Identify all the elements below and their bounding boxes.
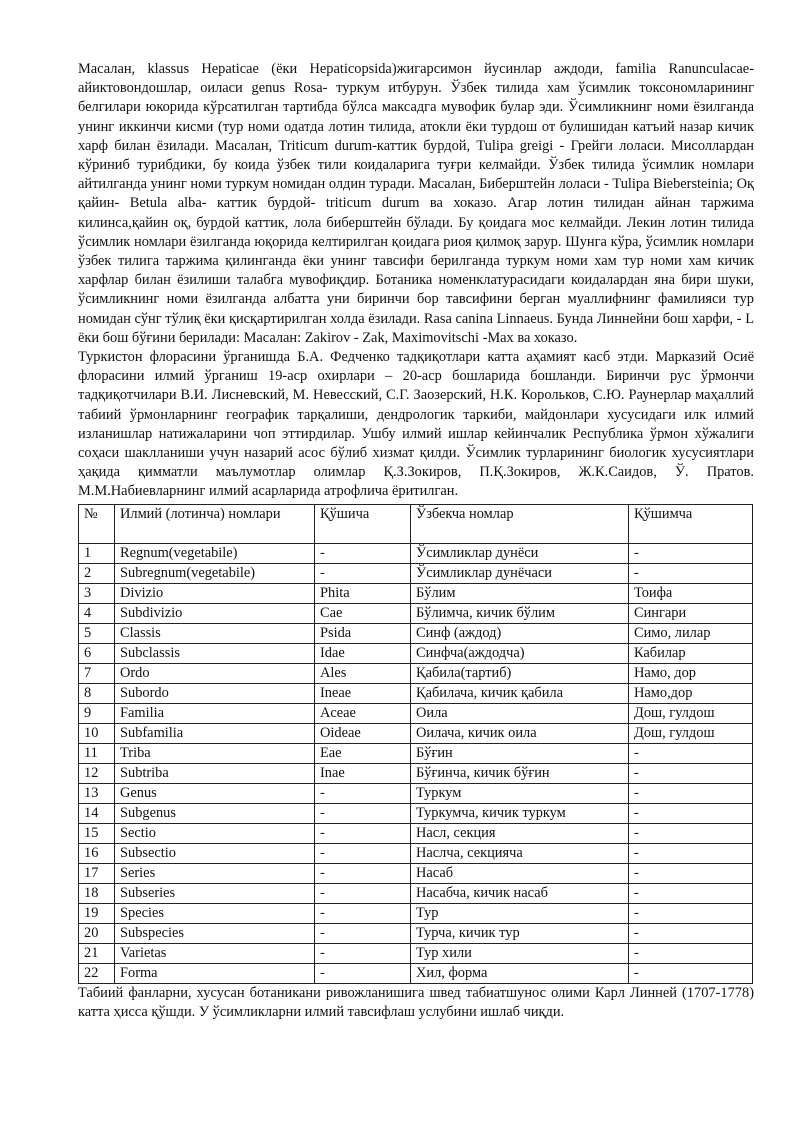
table-row: [79, 883, 753, 903]
cell-uzbek-name: Турча, кичик тур: [411, 923, 629, 943]
header-suffix: Қўшича: [315, 504, 411, 543]
table-row: [79, 943, 753, 963]
cell-addition: -: [629, 903, 753, 923]
cell-addition: -: [629, 543, 753, 563]
cell-addition: Симо, лилар: [629, 623, 753, 643]
cell-row-number: 11: [79, 743, 115, 763]
cell-suffix: Aceae: [315, 703, 411, 723]
cell-suffix: Cae: [315, 603, 411, 623]
cell-uzbek-name: Хил, форма: [411, 963, 629, 983]
cell-suffix: Ales: [315, 663, 411, 683]
cell-latin-name: Ordo: [115, 663, 315, 683]
cell-row-number: 2: [79, 563, 115, 583]
cell-addition: Тоифа: [629, 583, 753, 603]
cell-uzbek-name: Қабила(тартиб): [411, 663, 629, 683]
table-row: [79, 743, 753, 763]
cell-row-number: 9: [79, 703, 115, 723]
cell-uzbek-name: Ўсимликлар дунёси: [411, 543, 629, 563]
cell-uzbek-name: Насл, секция: [411, 823, 629, 843]
cell-uzbek-name: Синф (аждод): [411, 623, 629, 643]
cell-latin-name: Subdivizio: [115, 603, 315, 623]
cell-addition: Намо, дор: [629, 663, 753, 683]
cell-latin-name: Classis: [115, 623, 315, 643]
cell-suffix: -: [315, 803, 411, 823]
cell-row-number: 18: [79, 883, 115, 903]
cell-suffix: -: [315, 843, 411, 863]
cell-row-number: 6: [79, 643, 115, 663]
cell-row-number: 17: [79, 863, 115, 883]
cell-row-number: 7: [79, 663, 115, 683]
header-addition: Қўшимча: [629, 504, 753, 543]
cell-latin-name: Subsectio: [115, 843, 315, 863]
cell-row-number: 15: [79, 823, 115, 843]
cell-latin-name: Subtriba: [115, 763, 315, 783]
cell-addition: Дош, гулдош: [629, 723, 753, 743]
cell-addition: Намо,дор: [629, 683, 753, 703]
cell-uzbek-name: Бўлимча, кичик бўлим: [411, 603, 629, 623]
table-row: [79, 803, 753, 823]
cell-latin-name: Genus: [115, 783, 315, 803]
cell-latin-name: Familia: [115, 703, 315, 723]
cell-uzbek-name: Ўсимликлар дунёчаси: [411, 563, 629, 583]
cell-latin-name: Subfamilia: [115, 723, 315, 743]
cell-uzbek-name: Туркум: [411, 783, 629, 803]
header-number: №: [79, 504, 115, 543]
cell-row-number: 19: [79, 903, 115, 923]
cell-suffix: -: [315, 783, 411, 803]
table-row: [79, 863, 753, 883]
cell-addition: -: [629, 563, 753, 583]
cell-suffix: -: [315, 883, 411, 903]
cell-addition: Сингари: [629, 603, 753, 623]
cell-latin-name: Subgenus: [115, 803, 315, 823]
paragraph-turkestan-flora: Туркистон флорасини ўрганишда Б.А. Федченко тадқиқотлари катта аҳамият касб этди. Марказий Осиё флорасини илмий ўрганиш 19-аср охирлари – 20-аср бошларида бошланди. Биринчи рус ўрмончи тадқиқотчилари В.И. Лисневский, М. Невесский, С.Г. Заозерский, Н.К. Корольков, С.Ю. Раунерлар маҳаллий табиий ўрмонларнинг географик тарқалиши, дендрологик таркиби, майдонлари хусусидаги илк илмий изланишлар натижаларини чоп эттирдилар. Ушбу илмий ишлар кейинчалик Республика ўрмон хўжалиги соҳаси шаклланиши учун назарий асос бўлиб хизмат қилди. Ўсимлик турларининг биологик хусусиятлари ҳақида қимматли маълумотлар олимлар Қ.З.Зокиров, П.Қ.Зокиров, Ж.К.Саидов, Ў. Пратов. М.М.Набиевларнинг илмий асарларида атрофлича ёритилган.: [78, 349, 754, 500]
cell-suffix: Psida: [315, 623, 411, 643]
cell-addition: Кабилар: [629, 643, 753, 663]
cell-uzbek-name: Оилача, кичик оила: [411, 723, 629, 743]
cell-addition: -: [629, 963, 753, 983]
table-row: [79, 843, 753, 863]
cell-row-number: 4: [79, 603, 115, 623]
cell-uzbek-name: Тур хили: [411, 943, 629, 963]
cell-suffix: -: [315, 903, 411, 923]
cell-suffix: -: [315, 543, 411, 563]
table-row: [79, 663, 753, 683]
cell-latin-name: Species: [115, 903, 315, 923]
paragraph-linnaeus: Табиий фанларни, хусусан ботаникани ривожланишига швед табиатшунос олими Карл Линней (1707-1778) катта ҳисса қўшди. У ўсимликларни илмий тавсифлаш услубини ишлаб чиқди.: [78, 984, 754, 1020]
cell-addition: -: [629, 843, 753, 863]
cell-uzbek-name: Оила: [411, 703, 629, 723]
cell-addition: -: [629, 863, 753, 883]
cell-uzbek-name: Бўғинча, кичик бўғин: [411, 763, 629, 783]
header-uzbek-name: Ўзбекча номлар: [411, 504, 629, 543]
cell-suffix: -: [315, 563, 411, 583]
cell-uzbek-name: Синфча(аждодча): [411, 643, 629, 663]
cell-uzbek-name: Туркумча, кичик туркум: [411, 803, 629, 823]
cell-uzbek-name: Насабча, кичик насаб: [411, 883, 629, 903]
cell-latin-name: Subseries: [115, 883, 315, 903]
cell-suffix: Ineae: [315, 683, 411, 703]
table-row: [79, 823, 753, 843]
cell-latin-name: Varietas: [115, 943, 315, 963]
cell-uzbek-name: Бўғин: [411, 743, 629, 763]
table-row: [79, 783, 753, 803]
cell-suffix: -: [315, 923, 411, 943]
cell-addition: -: [629, 923, 753, 943]
cell-latin-name: Forma: [115, 963, 315, 983]
cell-addition: -: [629, 883, 753, 903]
cell-addition: -: [629, 783, 753, 803]
cell-row-number: 12: [79, 763, 115, 783]
table-row: [79, 583, 753, 603]
table-row: [79, 703, 753, 723]
cell-addition: -: [629, 743, 753, 763]
table-header-row: [79, 504, 753, 543]
cell-latin-name: Subspecies: [115, 923, 315, 943]
table-row: [79, 963, 753, 983]
cell-suffix: Eae: [315, 743, 411, 763]
cell-addition: -: [629, 763, 753, 783]
cell-row-number: 10: [79, 723, 115, 743]
table-row: [79, 603, 753, 623]
cell-suffix: Inae: [315, 763, 411, 783]
cell-suffix: -: [315, 863, 411, 883]
table-body: [79, 543, 753, 983]
header-latin-name: Илмий (лотинча) номлари: [115, 504, 315, 543]
table-row: [79, 763, 753, 783]
cell-latin-name: Subregnum(vegetabile): [115, 563, 315, 583]
paragraph-nomenclature-rules: Масалан, klassus Hepaticae (ёки Hepaticopsida)жигарсимон йусинлар аждоди, familia Ranunculacae-айиктовондошлар, оиласи genus Rosa- туркум итбурун. Ўзбек тилида хам ўсимлик токсономларининг белгилари юкорида кўрсатилган тартибда бўлса максадга мувофик булар эди. Ўсимликнинг номи ёзилганда унинг иккинчи кисми (тур номи одатда лотин тилида, атокли ёки турдош от булишидан катъий назар кичик харф билан ёзилади. Масалан, Triticum durum-каттик бурдой, Tulipa greigi - Грейги лоласи. Мисоллардан кўриниб турибдики, бу коида ўзбек тили коидаларига туғри келмайди. Ўзбек тилида ўсимлик номлари айтилганда унинг номи туркум номидан олдин туради. Масалан, Биберштейн лоласи - Tulipa Bieberstеinia; Оқ қайин- Betula alba- каттик бурдой- triticum durum ва хоказо. Агар лотин тилидан айнан таржима килинса,қайин оқ, бурдой каттик, лола биберштейн бўлади. Бу қоидага мос келмайди. Лекин лотин тилида ўсимлик номлари ёзилганда юқорида келтирилган қоидага риоя қилмоқ зарур. Шунга кўра, ўсимлик номлари ўзбек тилига таржима қилинганда ёки унинг тавсифи берилганда туркум номи хам тур номи хам кичик харфлар билан ёзилиши талабга мувофиқдир. Ботаника номенклатурасидаги коидалардан яна бири шуки, ўсимликнинг номи ёзилганда албатта уни биринчи бор тавсифини берган муаллифнинг фамилияси тур номидан сўнг тўлиқ ёки қисқартирилган холда ёзилади. Rasa canina Linnaeus. Бунда Линнейни бош харфи, - L ёки бош бўғини берилади: Масалан: Zakirov - Zak, Maximovitschi -Max ва хоказо.: [78, 61, 754, 346]
cell-suffix: -: [315, 823, 411, 843]
cell-row-number: 13: [79, 783, 115, 803]
table-row: [79, 623, 753, 643]
table-row: [79, 563, 753, 583]
cell-row-number: 5: [79, 623, 115, 643]
cell-row-number: 21: [79, 943, 115, 963]
table-row: [79, 723, 753, 743]
cell-row-number: 16: [79, 843, 115, 863]
cell-addition: Дош, гулдош: [629, 703, 753, 723]
cell-suffix: -: [315, 963, 411, 983]
cell-latin-name: Regnum(vegetabile): [115, 543, 315, 563]
cell-addition: -: [629, 803, 753, 823]
table-row: [79, 543, 753, 563]
cell-latin-name: Subclassis: [115, 643, 315, 663]
cell-row-number: 20: [79, 923, 115, 943]
cell-latin-name: Triba: [115, 743, 315, 763]
cell-addition: -: [629, 823, 753, 843]
cell-row-number: 14: [79, 803, 115, 823]
cell-suffix: Phita: [315, 583, 411, 603]
cell-uzbek-name: Қабилача, кичик қабила: [411, 683, 629, 703]
cell-uzbek-name: Насаб: [411, 863, 629, 883]
cell-uzbek-name: Наслча, секцияча: [411, 843, 629, 863]
cell-row-number: 22: [79, 963, 115, 983]
cell-uzbek-name: Тур: [411, 903, 629, 923]
cell-uzbek-name: Бўлим: [411, 583, 629, 603]
document-page: [78, 60, 754, 1022]
table-row: [79, 923, 753, 943]
cell-latin-name: Divizio: [115, 583, 315, 603]
cell-row-number: 1: [79, 543, 115, 563]
cell-suffix: Oideae: [315, 723, 411, 743]
table-row: [79, 683, 753, 703]
cell-suffix: Idae: [315, 643, 411, 663]
cell-latin-name: Subordo: [115, 683, 315, 703]
cell-addition: -: [629, 943, 753, 963]
table-row: [79, 643, 753, 663]
cell-latin-name: Sectio: [115, 823, 315, 843]
cell-latin-name: Series: [115, 863, 315, 883]
cell-row-number: 3: [79, 583, 115, 603]
cell-suffix: -: [315, 943, 411, 963]
table-row: [79, 903, 753, 923]
cell-row-number: 8: [79, 683, 115, 703]
taxonomy-table: [78, 504, 753, 984]
